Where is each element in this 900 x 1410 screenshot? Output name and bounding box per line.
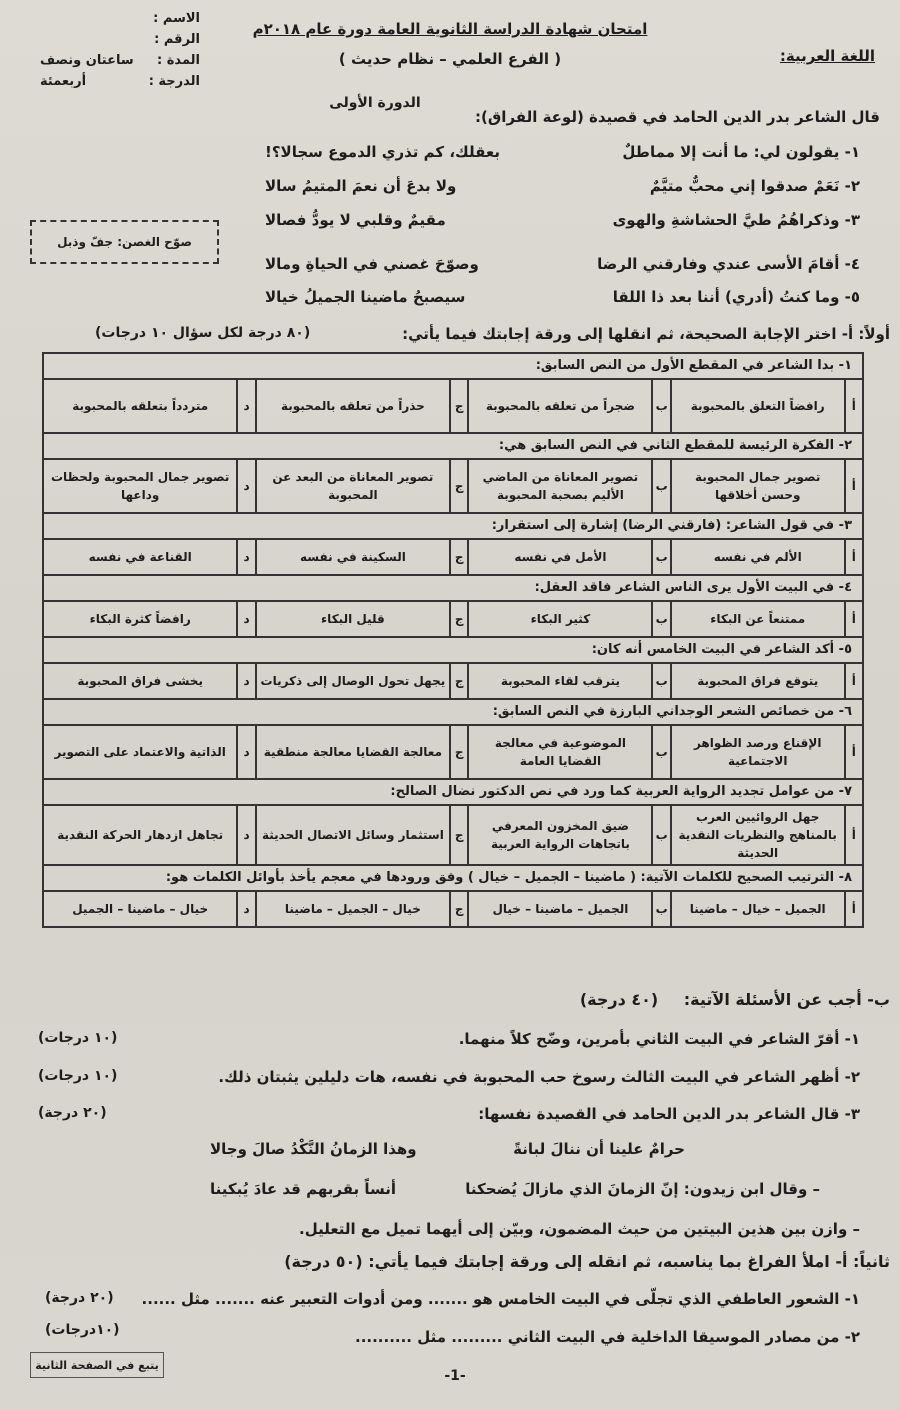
mcq-stem-row — [43, 513, 863, 539]
option-letter: ب — [652, 601, 670, 637]
option-text: الأمل في نفسه — [468, 539, 652, 575]
option-text: ضجراً من تعلقه بالمحبوبة — [468, 379, 652, 433]
option-text: السكينة في نفسه — [256, 539, 450, 575]
mcq-options-row — [43, 891, 863, 927]
mcq-options-row — [43, 601, 863, 637]
duration-label: المدة : — [157, 53, 200, 68]
option-text: خيال – ماضينا – الجميل — [43, 891, 237, 927]
option-text: يخشى فراق المحبوبة — [43, 663, 237, 699]
option-letter: ب — [652, 379, 670, 433]
option-text: الألم في نفسه — [671, 539, 845, 575]
option-letter: أ — [845, 379, 863, 433]
fill-question-2-marks: (١٠درجات) — [45, 1322, 120, 1338]
section-b-title — [580, 990, 890, 1009]
exam-title: امتحان شهادة الدراسة الثانوية العامة دورة عام ٢٠١٨م — [252, 20, 648, 38]
fill-question-2: ٢- من مصادر الموسيقا الداخلية في البيت الثاني ......... مثل .......... — [355, 1328, 860, 1346]
option-letter: أ — [845, 805, 863, 865]
mcq-stem-row — [43, 575, 863, 601]
option-text: ممتنعاً عن البكاء — [671, 601, 845, 637]
mcq-options-row — [43, 805, 863, 865]
option-text: حذراً من تعلقه بالمحبوبة — [256, 379, 450, 433]
option-letter: د — [237, 539, 255, 575]
mcq-stem-row — [43, 433, 863, 459]
option-text: تصوير جمال المحبوبة ولحظات وداعها — [43, 459, 237, 513]
mcq-options-row — [43, 459, 863, 513]
option-text: الجميل – ماضينا – خيال — [468, 891, 652, 927]
option-letter: ب — [652, 805, 670, 865]
option-letter: ب — [652, 725, 670, 779]
mcq-stem: ٤- في البيت الأول يرى الناس الشاعر فاقد العقل: — [43, 575, 863, 601]
mcq-stem-row — [43, 353, 863, 379]
option-text: رافضاً التعلق بالمحبوبة — [671, 379, 845, 433]
option-letter: ج — [450, 459, 468, 513]
mcq-stem: ٧- من عوامل تجديد الرواية العربية كما ورد في نص الدكتور نضال الصالح: — [43, 779, 863, 805]
mcq-stem: ٨- الترتيب الصحيح للكلمات الآتية: ( ماضينا – الجميل – خيال ) وفق ورودها في معجم يأخذ بأوائل الكلمات هو: — [43, 865, 863, 891]
mcq-options-row — [43, 725, 863, 779]
option-letter: أ — [845, 601, 863, 637]
mcq-stem: ٣- في قول الشاعر: (فارقني الرضا) إشارة إلى استقرار: — [43, 513, 863, 539]
option-letter: د — [237, 459, 255, 513]
question-1-marks: (٨٠ درجة لكل سؤال ١٠ درجات) — [95, 325, 311, 341]
compare-verse-right: حرامٌ علينا أن ننالَ لبانةً — [513, 1140, 685, 1158]
mcq-stem-row — [43, 779, 863, 805]
question-b2-marks: (١٠ درجات) — [38, 1068, 118, 1084]
verse-right: ٤- أقامَ الأسى عندي وفارقني الرضا — [597, 255, 860, 273]
mcq-stem-row — [43, 637, 863, 663]
option-letter: ج — [450, 663, 468, 699]
question-b3-marks: (٢٠ درجة) — [38, 1105, 107, 1121]
option-letter: ب — [652, 459, 670, 513]
option-text: يجهل تحول الوصال إلى ذكريات — [256, 663, 450, 699]
option-letter: ب — [652, 663, 670, 699]
number-label: الرقم : — [154, 32, 200, 47]
continue-note — [30, 1352, 164, 1378]
option-letter: ج — [450, 891, 468, 927]
poem-intro: قال الشاعر بدر الدين الحامد في قصيدة (لوعة الفراق): — [475, 108, 880, 126]
option-text: الذاتية والاعتماد على التصوير — [43, 725, 237, 779]
option-letter: أ — [845, 459, 863, 513]
verse-right: ٥- وما كنتُ (أدري) أننا بعد ذا اللقا — [612, 288, 860, 306]
fill-question-1: ١- الشعور العاطفي الذي تجلّى في البيت الخامس هو ....... ومن أدوات التعبير عنه ....... مثل ...... — [141, 1290, 860, 1308]
compare-verse2-right: – وقال ابن زيدون: إنّ الزمانَ الذي مازالَ يُضحكنا — [465, 1180, 820, 1198]
name-label: الاسم : — [153, 11, 200, 26]
mcq-options-row — [43, 379, 863, 433]
option-letter: ب — [652, 891, 670, 927]
mcq-stem-row — [43, 699, 863, 725]
option-text: يترقب لقاء المحبوبة — [468, 663, 652, 699]
fill-question-1-marks: (٢٠ درجة) — [45, 1290, 114, 1306]
exam-subtitle: ( الفرع العلمي – نظام حديث ) — [338, 50, 562, 68]
section-b-marks: (٤٠ درجة) — [579, 990, 659, 1009]
option-letter: أ — [845, 725, 863, 779]
page-number: -1- — [444, 1368, 466, 1384]
option-letter: ج — [450, 725, 468, 779]
option-text: متردداً بتعلقه بالمحبوبة — [43, 379, 237, 433]
duration-value: ساعتان ونصف — [40, 53, 134, 68]
mcq-stem: ٦- من خصائص الشعر الوجداني البارزة في النص السابق: — [43, 699, 863, 725]
grade-label: الدرجة : — [148, 74, 200, 89]
option-letter: ب — [652, 539, 670, 575]
verse-left: ولا بدعَ أن نعمَ المتيمُ سالا — [265, 177, 457, 195]
option-text: يتوقع فراق المحبوبة — [671, 663, 845, 699]
option-text: معالجة القضايا معالجة منطقية — [256, 725, 450, 779]
compare-verse2-left: أنساً بقربهم قد عادَ يُبكينا — [210, 1180, 397, 1198]
option-letter: د — [237, 891, 255, 927]
continue-text: يتبع في الصفحة الثانية — [35, 1358, 159, 1372]
question-b2: ٢- أظهر الشاعر في البيت الثالث رسوخ حب المحبوبة في نفسه، هات دليلين يثبتان ذلك. — [218, 1068, 860, 1086]
gloss-box — [30, 220, 219, 264]
mcq-stem: ٥- أكد الشاعر في البيت الخامس أنه كان: — [43, 637, 863, 663]
option-text: تصوير جمال المحبوبة وحسن أخلاقها — [671, 459, 845, 513]
option-letter: أ — [845, 891, 863, 927]
option-text: الموضوعية في معالجة القضايا العامة — [468, 725, 652, 779]
mcq-stem: ٢- الفكرة الرئيسة للمقطع الثاني في النص السابق هي: — [43, 433, 863, 459]
option-letter: ج — [450, 379, 468, 433]
mcq-table — [42, 352, 864, 928]
option-text: خيال – الجميل – ماضينا — [256, 891, 450, 927]
section-b-heading: ب- أجب عن الأسئلة الآتية: — [683, 990, 890, 1009]
option-text: تصوير المعاناة من الماضي الأليم بصحبة المحبوبة — [468, 459, 652, 513]
mcq-options-row — [43, 663, 863, 699]
option-letter: د — [237, 805, 255, 865]
option-letter: ج — [450, 805, 468, 865]
option-letter: د — [237, 601, 255, 637]
mcq-stem-row — [43, 865, 863, 891]
grade-value: أربعمئة — [40, 74, 87, 89]
verse-left: وصوّحَ غصني في الحياةِ ومالا — [265, 255, 479, 273]
compare-verse-left: وهذا الزمانُ النَّكْدُ صالَ وجالا — [210, 1140, 417, 1158]
option-letter: د — [237, 663, 255, 699]
option-text: استثمار وسائل الاتصال الحديثة — [256, 805, 450, 865]
option-text: القناعة في نفسه — [43, 539, 237, 575]
option-letter: ج — [450, 539, 468, 575]
option-letter: ج — [450, 601, 468, 637]
option-letter: أ — [845, 663, 863, 699]
option-text: جهل الروائيين العرب بالمناهج والنظريات النقدية الحديثة — [671, 805, 845, 865]
option-text: قليل البكاء — [256, 601, 450, 637]
compare-instruction: – وازن بين هذين البيتين من حيث المضمون، وبيّن إلى أيهما تميل مع التعليل. — [299, 1220, 860, 1238]
verse-right: ٢- نَعَمْ صدقوا إني محبٌّ متيَّمٌ — [649, 177, 860, 195]
subject-title: اللغة العربية: — [779, 47, 875, 65]
question-b1: ١- أقرّ الشاعر في البيت الثاني بأمرين، وضّح كلاً منهما. — [458, 1030, 860, 1048]
option-letter: د — [237, 379, 255, 433]
section-2-title: ثانياً: أ- املأ الفراغ بما يناسبه، ثم انقله إلى ورقة إجابتك فيما يأتي: (٥٠ درجة) — [284, 1252, 890, 1271]
option-text: رافضاً كثرة البكاء — [43, 601, 237, 637]
option-text: الإقناع ورصد الظواهر الاجتماعية — [671, 725, 845, 779]
mcq-stem: ١- بدا الشاعر في المقطع الأول من النص السابق: — [43, 353, 863, 379]
option-letter: أ — [845, 539, 863, 575]
option-letter: د — [237, 725, 255, 779]
question-b1-marks: (١٠ درجات) — [38, 1030, 118, 1046]
option-text: ضيق المخزون المعرفي باتجاهات الرواية العربية — [468, 805, 652, 865]
verse-left: سيصبحُ ماضينا الجميلُ خيالا — [265, 288, 466, 306]
verse-left: مقيمٌ وقلبي لا يودُّ فصالا — [265, 211, 446, 229]
option-text: تجاهل ازدهار الحركة النقدية — [43, 805, 237, 865]
verse-right: ٣- وذكراهُمُ طيَّ الحشاشةِ والهوى — [612, 211, 860, 229]
gloss-text: صوّح الغصن: جفّ وذبل — [57, 235, 192, 249]
question-b3: ٣- قال الشاعر بدر الدين الحامد في القصيدة نفسها: — [478, 1105, 860, 1123]
question-1-title: أولاً: أ- اختر الإجابة الصحيحة، ثم انقلها إلى ورقة إجابتك فيما يأتي: — [402, 325, 890, 343]
student-info — [40, 8, 200, 92]
session-label: الدورة الأولى — [329, 95, 421, 111]
verse-right: ١- يقولون لي: ما أنت إلا مماطلٌ — [622, 143, 860, 161]
verse-left: بعقلك، كم تذري الدموع سجالا؟! — [265, 143, 501, 161]
option-text: كثير البكاء — [468, 601, 652, 637]
option-text: تصوير المعاناة من البعد عن المحبوبة — [256, 459, 450, 513]
mcq-options-row — [43, 539, 863, 575]
option-text: الجميل – خيال – ماضينا — [671, 891, 845, 927]
